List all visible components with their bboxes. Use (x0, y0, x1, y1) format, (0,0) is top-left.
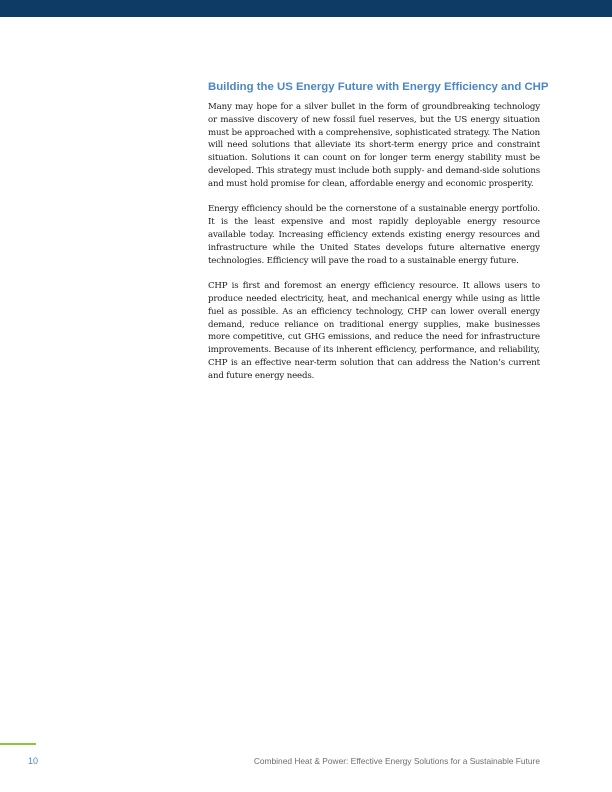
page-number: 10 (28, 756, 39, 766)
section-heading: Building the US Energy Future with Energy Efficiency and CHP (208, 81, 549, 93)
body-paragraph: Many may hope for a silver bullet in the form of groundbreaking technology or massive discovery of new fossil fuel reserves, but the US energy situation must be approached with a comprehensive, sophisticated strategy. The Nation will need solutions that alleviate its short-term energy price and constraint situation. Solutions it can count on for longer term energy stability must be developed. This strategy must include both supply- and demand-side solutions and must hold promise for clean, affordable energy and economic prosperity. (208, 102, 540, 189)
body-paragraph: Energy efficiency should be the cornerstone of a sustainable energy portfolio. It is the least expensive and most rapidly deployable energy resource available today. Increasing efficiency extends existing energy resources and infrastructure while the United States develops future alternative energy technologies. Efficiency will pave the road to a sustainable energy future. (208, 204, 540, 266)
main-content (208, 80, 549, 395)
footer-accent-rule (0, 743, 36, 745)
body-paragraph: CHP is first and foremost an energy efficiency resource. It allows users to produce needed electricity, heat, and mechanical energy while using as little fuel as possible. As an efficiency technology, CHP can lower overall energy demand, reduce reliance on traditional energy supplies, make businesses more competitive, cut GHG emissions, and reduce the need for infrastructure improvements. Because of its inherent efficiency, performance, and reliability, CHP is an effective near-term solution that can address the Nation’s current and future energy needs. (208, 281, 540, 381)
header-band (0, 0, 612, 17)
footer-document-title: Combined Heat & Power: Effective Energy Solutions for a Sustainable Future (253, 756, 540, 766)
